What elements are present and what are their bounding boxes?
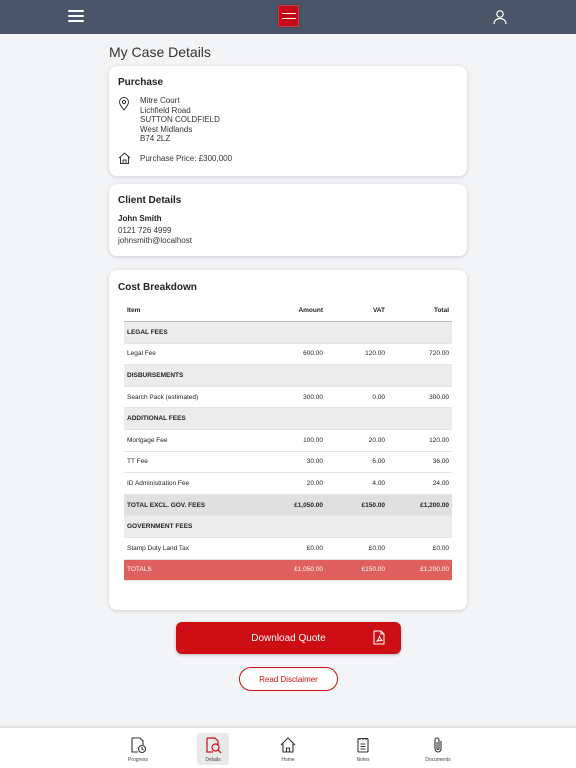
notes-icon	[354, 736, 372, 754]
cell-item: Stamp Duty Land Tax	[124, 538, 260, 560]
cell-item: TOTAL EXCL. GOV. FEES	[124, 494, 260, 516]
pdf-icon	[373, 630, 385, 645]
nav-label: Documents	[425, 757, 451, 763]
address-line: B74 2LZ	[140, 134, 171, 143]
cell-total: 36.00	[388, 451, 452, 473]
client-phone: 0121 726 4999	[118, 226, 172, 235]
nav-item-details[interactable]	[197, 733, 229, 765]
section-row	[124, 408, 452, 430]
nav-label: Notes	[356, 757, 370, 763]
cell-total: 300.00	[388, 386, 452, 408]
cell-vat	[326, 408, 388, 430]
cell-total	[388, 322, 452, 344]
address-line: West Midlands	[140, 124, 193, 134]
bottom-nav	[0, 727, 576, 768]
cell-amount: £0.00	[260, 538, 326, 560]
client-name: John Smith	[118, 214, 162, 223]
cell-vat: 20.00	[326, 430, 388, 452]
cost-title: Cost Breakdown	[118, 282, 197, 293]
cell-vat: £0.00	[326, 538, 388, 560]
cell-amount	[260, 408, 326, 430]
cell-vat	[326, 322, 388, 344]
table-row	[124, 430, 452, 452]
section-row	[124, 322, 452, 344]
col-header-total: Total	[388, 300, 452, 322]
table-row	[124, 386, 452, 408]
download-quote-button[interactable]	[176, 622, 401, 654]
cell-total: 120.00	[388, 430, 452, 452]
cell-total: £1,200.00	[388, 494, 452, 516]
cell-item: Legal Fee	[124, 343, 260, 365]
cell-amount: £1,050.00	[260, 494, 326, 516]
purchase-title: Purchase	[118, 77, 164, 88]
cell-total	[388, 516, 452, 538]
cell-vat: 0.00	[326, 386, 388, 408]
cell-amount: 20.00	[260, 473, 326, 495]
house-icon	[118, 152, 131, 164]
brand-logo[interactable]	[278, 5, 299, 27]
table-row	[124, 473, 452, 495]
nav-item-notes[interactable]	[347, 733, 379, 765]
cell-total: 24.00	[388, 473, 452, 495]
cell-total: 720.00	[388, 343, 452, 365]
col-header-amount: Amount	[260, 300, 326, 322]
cost-table	[124, 300, 452, 581]
cell-total	[388, 408, 452, 430]
cell-amount	[260, 516, 326, 538]
subtotal-row	[124, 494, 452, 516]
progress-icon	[129, 736, 147, 754]
cell-total: £0.00	[388, 538, 452, 560]
cell-item: Mortgage Fee	[124, 430, 260, 452]
details-icon	[204, 736, 222, 754]
cell-vat: £150.00	[326, 494, 388, 516]
nav-label: Details	[205, 757, 221, 763]
download-quote-label: Download Quote	[251, 632, 326, 644]
cell-item: TT Fee	[124, 451, 260, 473]
nav-item-documents[interactable]	[422, 733, 454, 765]
read-disclaimer-button[interactable]	[239, 667, 338, 691]
purchase-address	[140, 96, 220, 144]
cell-total	[388, 365, 452, 387]
read-disclaimer-label: Read Disclaimer	[259, 674, 318, 684]
cell-amount: 300.00	[260, 386, 326, 408]
purchase-price: Purchase Price: £300,000	[140, 154, 233, 163]
page-title: My Case Details	[109, 44, 211, 60]
paperclip-icon	[429, 736, 447, 754]
cell-item: ID Administration Fee	[124, 473, 260, 495]
cell-item: DISBURSEMENTS	[124, 365, 260, 387]
home-icon	[279, 736, 297, 754]
cell-vat: 120.00	[326, 343, 388, 365]
totals-row	[124, 559, 452, 581]
location-pin-icon	[118, 97, 130, 111]
cell-vat: £150.00	[326, 559, 388, 581]
section-row	[124, 516, 452, 538]
cell-item: ADDITIONAL FEES	[124, 408, 260, 430]
cell-amount: 600.00	[260, 343, 326, 365]
purchase-card	[109, 66, 467, 176]
col-header-item: Item	[124, 300, 260, 322]
user-icon[interactable]	[492, 9, 508, 25]
cell-amount	[260, 365, 326, 387]
client-title: Client Details	[118, 195, 182, 206]
address-line: Lichfield Road	[140, 105, 191, 115]
table-header-row	[124, 300, 452, 322]
client-email: johnsmith@localhost	[118, 236, 192, 245]
cell-item: GOVERNMENT FEES	[124, 516, 260, 538]
cost-breakdown-card	[109, 270, 467, 610]
cell-amount: £1,050.00	[260, 559, 326, 581]
nav-item-home[interactable]	[272, 733, 304, 765]
cell-total: £1,200.00	[388, 559, 452, 581]
table-row	[124, 343, 452, 365]
cell-item: Search Pack (estimated)	[124, 386, 260, 408]
top-bar	[0, 0, 576, 34]
col-header-vat: VAT	[326, 300, 388, 322]
client-card	[109, 184, 467, 256]
cell-amount	[260, 322, 326, 344]
nav-label: Home	[281, 757, 295, 763]
nav-item-progress[interactable]	[122, 733, 154, 765]
cell-amount: 30.00	[260, 451, 326, 473]
table-row	[124, 538, 452, 560]
table-row	[124, 451, 452, 473]
cell-item: LEGAL FEES	[124, 322, 260, 344]
address-line: Mitre Court	[140, 96, 180, 105]
section-row	[124, 365, 452, 387]
cell-item: TOTALS	[124, 559, 260, 581]
cell-vat	[326, 365, 388, 387]
address-line: SUTTON COLDFIELD	[140, 115, 220, 124]
cell-vat: 6.00	[326, 451, 388, 473]
cell-amount: 100.00	[260, 430, 326, 452]
cell-vat	[326, 516, 388, 538]
nav-label: Progress	[127, 757, 148, 763]
cell-vat: 4.00	[326, 473, 388, 495]
hamburger-icon[interactable]	[68, 10, 84, 24]
